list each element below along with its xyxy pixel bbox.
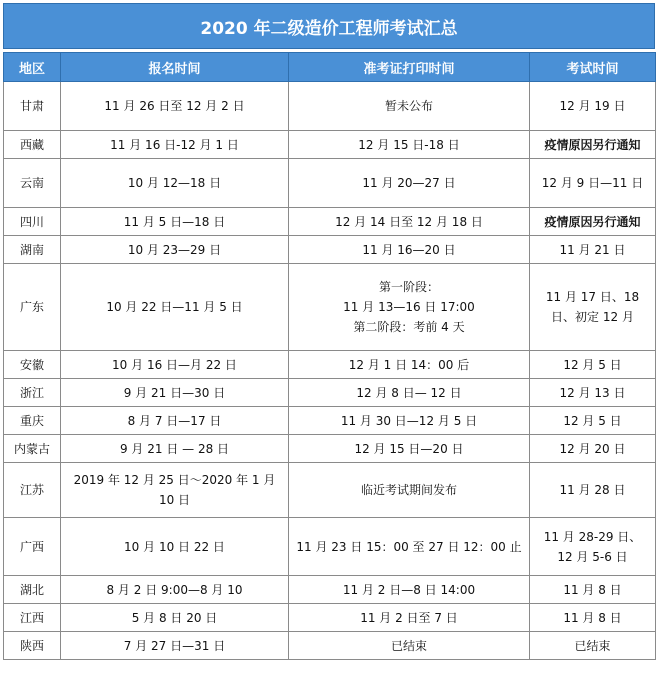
table-row (4, 604, 656, 632)
region-cell: 湖北 (4, 576, 61, 604)
admission-cell: 12 月 1 日 14：00 后 (289, 351, 530, 379)
header-registration: 报名时间 (61, 53, 289, 82)
admission-cell: 11 月 16—20 日 (289, 236, 530, 264)
region-cell: 江苏 (4, 463, 61, 518)
exam-cell: 12 月 9 日—11 日 (530, 159, 656, 208)
registration-cell: 11 月 26 日至 12 月 2 日 (61, 82, 289, 131)
exam-cell: 12 月 5 日 (530, 351, 656, 379)
header-region: 地区 (4, 53, 61, 82)
registration-cell: 10 月 10 日 22 日 (61, 518, 289, 576)
registration-cell: 10 月 23—29 日 (61, 236, 289, 264)
page-title: 2020 年二级造价工程师考试汇总 (3, 3, 655, 49)
region-cell: 浙江 (4, 379, 61, 407)
region-cell: 云南 (4, 159, 61, 208)
registration-cell: 2019 年 12 月 25 日～2020 年 1 月 10 日 (61, 463, 289, 518)
table-row (4, 208, 656, 236)
registration-cell: 9 月 21 日 — 28 日 (61, 435, 289, 463)
region-cell: 江西 (4, 604, 61, 632)
exam-cell: 11 月 28 日 (530, 463, 656, 518)
header-row (4, 53, 656, 82)
exam-cell: 11 月 8 日 (530, 576, 656, 604)
exam-cell: 11 月 17 日、18 日、初定 12 月 (530, 264, 656, 351)
registration-cell: 8 月 2 日 9:00—8 月 10 (61, 576, 289, 604)
table-row (4, 82, 656, 131)
exam-cell: 疫情原因另行通知 (530, 131, 656, 159)
admission-cell: 11 月 2 日—8 日 14:00 (289, 576, 530, 604)
registration-cell: 10 月 12—18 日 (61, 159, 289, 208)
admission-cell: 11 月 20—27 日 (289, 159, 530, 208)
registration-cell: 7 月 27 日—31 日 (61, 632, 289, 660)
admission-cell: 暂未公布 (289, 82, 530, 131)
exam-cell: 11 月 28-29 日、 12 月 5-6 日 (530, 518, 656, 576)
region-cell: 甘肃 (4, 82, 61, 131)
registration-cell: 10 月 22 日—11 月 5 日 (61, 264, 289, 351)
table-row (4, 351, 656, 379)
table-row (4, 518, 656, 576)
admission-cell: 12 月 15 日-18 日 (289, 131, 530, 159)
table-row (4, 435, 656, 463)
exam-cell: 11 月 21 日 (530, 236, 656, 264)
registration-cell: 8 月 7 日—17 日 (61, 407, 289, 435)
registration-cell: 11 月 16 日-12 月 1 日 (61, 131, 289, 159)
region-cell: 四川 (4, 208, 61, 236)
table-row (4, 264, 656, 351)
region-cell: 内蒙古 (4, 435, 61, 463)
registration-cell: 10 月 16 日—月 22 日 (61, 351, 289, 379)
exam-cell: 11 月 8 日 (530, 604, 656, 632)
exam-cell: 已结束 (530, 632, 656, 660)
table-row (4, 379, 656, 407)
admission-cell: 11 月 30 日—12 月 5 日 (289, 407, 530, 435)
registration-cell: 5 月 8 日 20 日 (61, 604, 289, 632)
region-cell: 广西 (4, 518, 61, 576)
exam-cell: 12 月 5 日 (530, 407, 656, 435)
region-cell: 陕西 (4, 632, 61, 660)
region-cell: 西藏 (4, 131, 61, 159)
admission-cell: 11 月 23 日 15：00 至 27 日 12：00 止 (289, 518, 530, 576)
admission-cell: 12 月 15 日—20 日 (289, 435, 530, 463)
table-header (4, 53, 656, 82)
region-cell: 湖南 (4, 236, 61, 264)
table-row (4, 159, 656, 208)
region-cell: 安徽 (4, 351, 61, 379)
header-exam: 考试时间 (530, 53, 656, 82)
registration-cell: 9 月 21 日—30 日 (61, 379, 289, 407)
exam-cell: 12 月 13 日 (530, 379, 656, 407)
admission-cell: 临近考试期间发布 (289, 463, 530, 518)
table-row (4, 576, 656, 604)
exam-cell: 疫情原因另行通知 (530, 208, 656, 236)
exam-cell: 12 月 19 日 (530, 82, 656, 131)
table-row (4, 463, 656, 518)
table-row (4, 407, 656, 435)
admission-cell: 12 月 14 日至 12 月 18 日 (289, 208, 530, 236)
admission-cell: 11 月 2 日至 7 日 (289, 604, 530, 632)
table-body (4, 82, 656, 660)
table-row (4, 632, 656, 660)
region-cell: 重庆 (4, 407, 61, 435)
exam-cell: 12 月 20 日 (530, 435, 656, 463)
admission-cell: 第一阶段： 11 月 13—16 日 17:00 第二阶段：考前 4 天 (289, 264, 530, 351)
admission-cell: 12 月 8 日— 12 日 (289, 379, 530, 407)
exam-table (3, 52, 656, 660)
header-admission: 准考证打印时间 (289, 53, 530, 82)
region-cell: 广东 (4, 264, 61, 351)
table-row (4, 236, 656, 264)
table-row (4, 131, 656, 159)
admission-cell: 已结束 (289, 632, 530, 660)
registration-cell: 11 月 5 日—18 日 (61, 208, 289, 236)
